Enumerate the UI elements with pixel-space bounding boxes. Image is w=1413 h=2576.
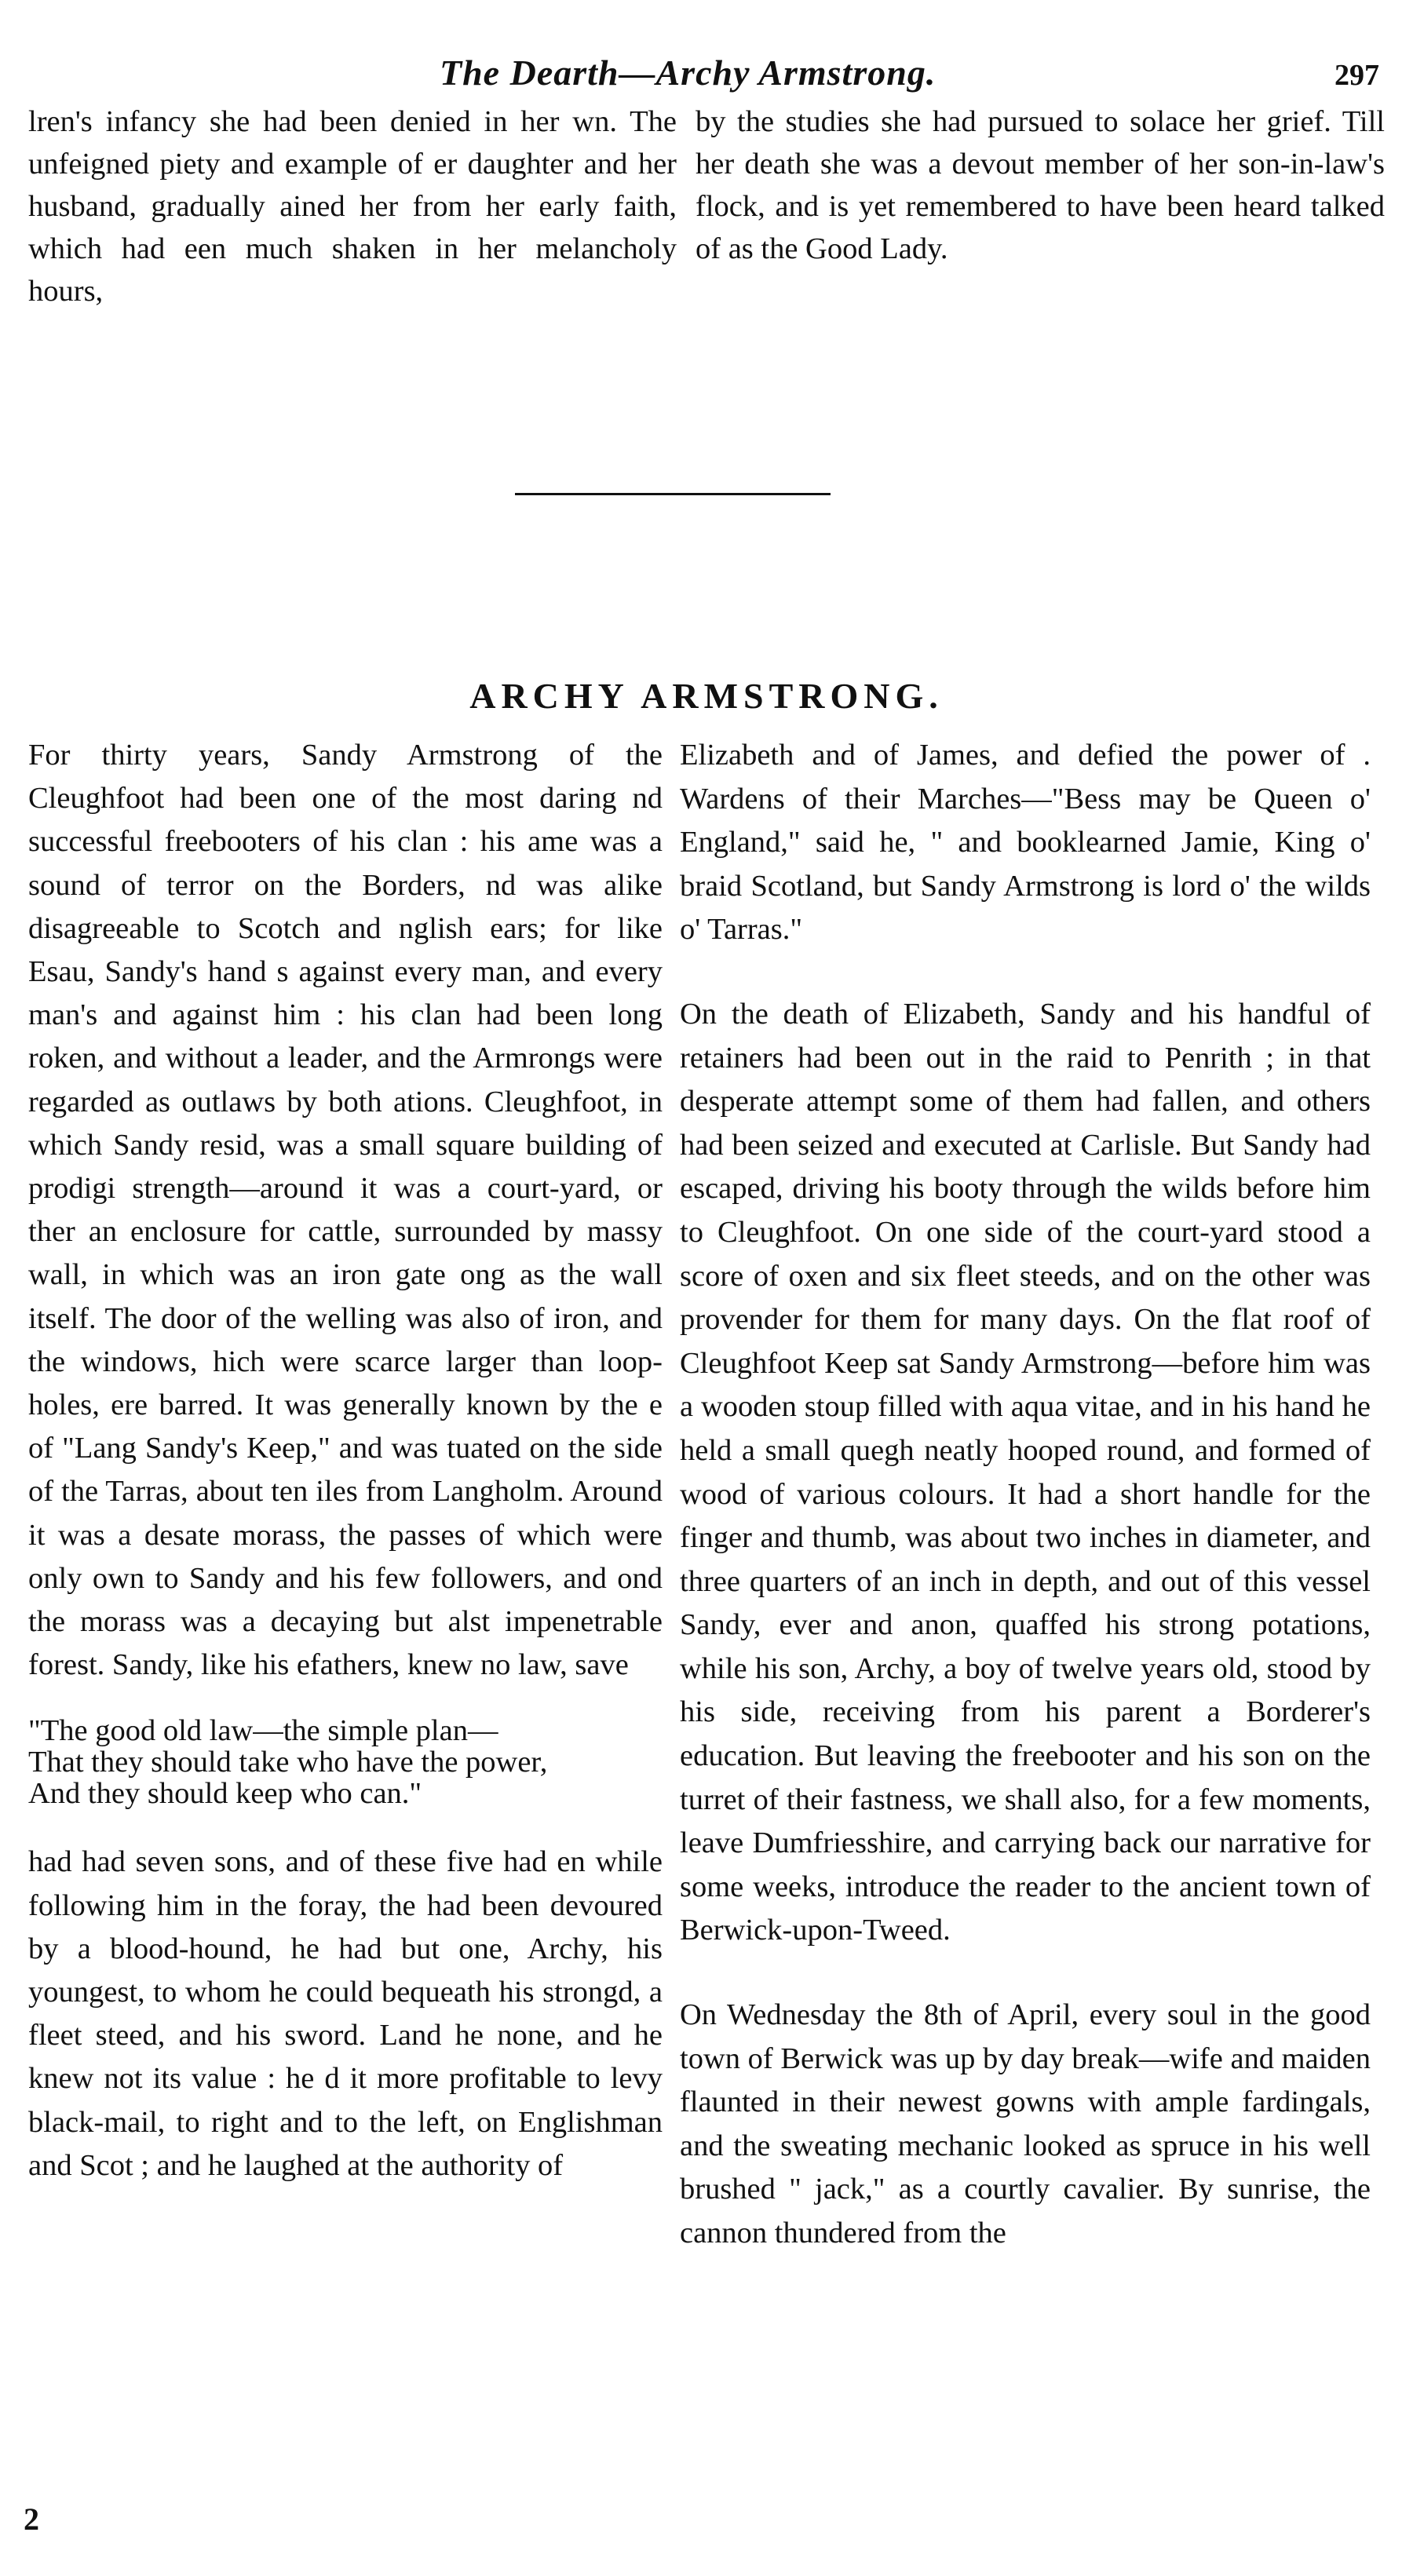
- article-title: ARCHY ARMSTRONG.: [469, 676, 944, 716]
- verse-quotation: [28, 1715, 663, 1809]
- previous-story-left-text: lren's infancy she had been denied in her wn. The unfeigned piety and example of er daughter and her husband, gradually ained her from her early faith, which had een much shaken in her melancholy hours,: [28, 105, 677, 308]
- page-number: 297: [1334, 59, 1379, 92]
- running-title: The Dearth—Archy Armstrong.: [440, 53, 937, 93]
- article-left-column: [28, 734, 663, 2187]
- running-head: [0, 52, 1413, 99]
- previous-story-right-text: by the studies she had pursued to solace her grief. Till her death she was a devout member of her son-in-law's flock, and is yet remembered to have been heard talked of as the Good Lady.: [696, 105, 1385, 265]
- previous-story-left-column: [28, 100, 677, 312]
- article-paragraph-5: On Wednesday the 8th of April, every soul in the good town of Berwick was up by day break—wife and maiden flaunted in their newest gowns with ample fardingals, and the sweating mechanic looked as spruce in his well brushed " jack," as a courtly cavalier. By sunrise, the cannon thundered from the: [680, 1998, 1371, 2249]
- section-divider-rule: [515, 493, 831, 495]
- previous-story-right-column: [696, 100, 1385, 270]
- article-right-column: [680, 734, 1371, 2256]
- signature-mark: 2: [24, 2501, 39, 2537]
- verse-line-1: "The good old law—the simple plan—: [28, 1714, 498, 1748]
- verse-line-2: That they should take who have the power,: [28, 1746, 548, 1779]
- verse-line-3: And they should keep who can.": [28, 1777, 422, 1811]
- article-paragraph-4: On the death of Elizabeth, Sandy and his handful of retainers had been out in the raid to Penrith ; in that desperate attempt some of them had fallen, and others had been seized and executed at Carlisle. But Sandy had escaped, driving his booty through the wilds before him to Cleughfoot. On one side of the court-yard stood a score of oxen and six fleet steeds, and on the other was provender for them for many days. On the flat roof of Cleughfoot Keep sat Sandy Armstrong—before him was a wooden stoup filled with aqua vitae, and in his hand he held a small quegh neatly hooped round, and formed of wood of various colours. It had a short handle for the finger and thumb, was about two inches in diameter, and three quarters of an inch in depth, and out of this vessel Sandy, ever and anon, quaffed his strong potations, while his son, Archy, a boy of twelve years old, stood by his side, receiving from his parent a Borderer's education. But leaving the freebooter and his son on the turret of their fastness, we shall also, for a few moments, leave Dumfriesshire, and carrying back our narrative for some weeks, introduce the reader to the ancient town of Berwick-upon-Tweed.: [680, 997, 1371, 1947]
- article-paragraph-2: had had seven sons, and of these five had en while following him in the foray, the had been devoured by a blood-hound, he had but one, Archy, his youngest, to whom he could bequeath his strongd, a fleet steed, and his sword. Land he none, and he knew not its value : he d it more profitable to levy black-mail, to right and to the left, on Englishman and Scot ; and he laughed at the authority of: [28, 1845, 663, 2182]
- article-paragraph-1: For thirty years, Sandy Armstrong of the Cleughfoot had been one of the most daring nd successful freebooters of his clan : his ame was a sound of terror on the Borders, nd was alike disagreeable to Scotch and nglish ears; for like Esau, Sandy's hand s against every man, and every man's and against him : his clan had been long roken, and without a leader, and the Armrongs were regarded as outlaws by both ations. Cleughfoot, in which Sandy resid, was a small square building of prodigi strength—around it was a court-yard, or ther an enclosure for cattle, surrounded by massy wall, in which was an iron gate ong as the wall itself. The door of the welling was also of iron, and the windows, hich were scarce larger than loop-holes, ere barred. It was generally known by the e of "Lang Sandy's Keep," and was tuated on the side of the Tarras, about ten iles from Langholm. Around it was a desate morass, the passes of which were only own to Sandy and his few followers, and ond the morass was a decaying but alst impenetrable forest. Sandy, like his efathers, knew no law, save: [28, 739, 663, 1682]
- article-paragraph-3: Elizabeth and of James, and defied the power of . Wardens of their Marches—"Bess may be Queen o' England," said he, " and booklearned Jamie, King o' braid Scotland, but Sandy Armstrong is lord o' the wilds o' Tarras.": [680, 739, 1371, 947]
